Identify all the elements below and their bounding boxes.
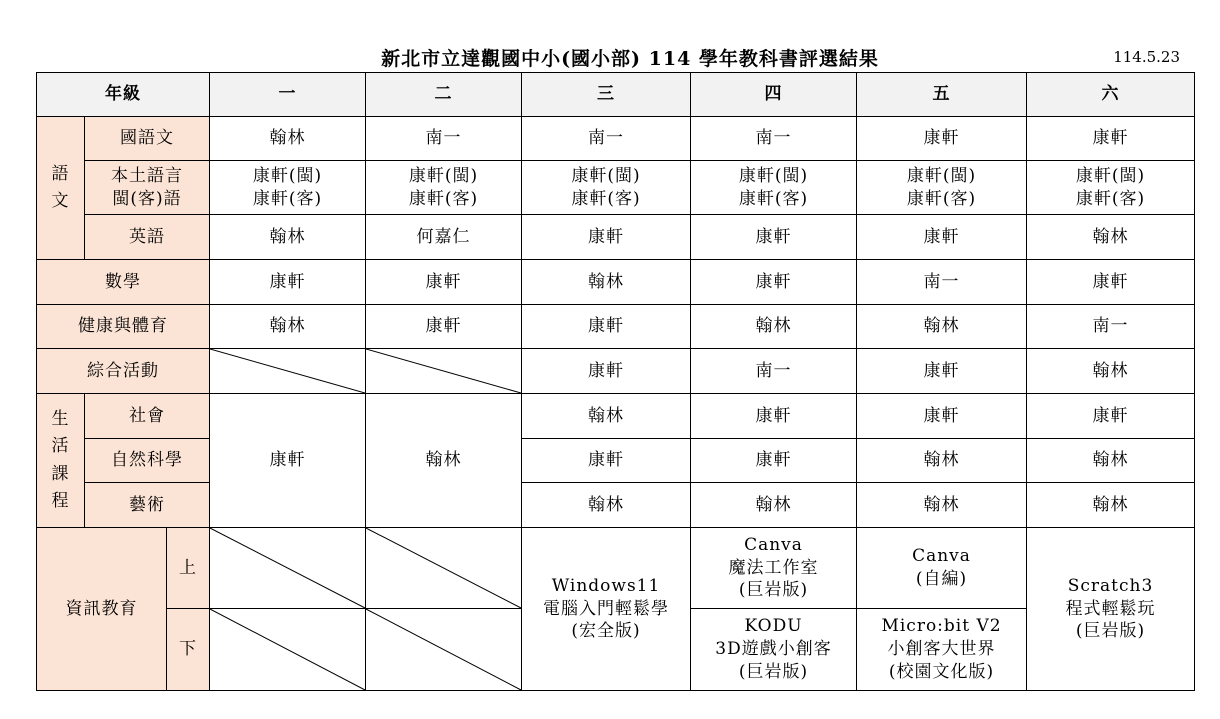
table-cell: 康軒(閩) 康軒(客) [522,161,691,215]
table-cell: 康軒(閩) 康軒(客) [366,161,522,215]
table-cell: 翰林 [210,117,366,161]
textbook-selection-table [36,72,1195,691]
table-cell: 康軒 [522,349,691,394]
header-row [37,73,1195,117]
empty-diagonal-cell [210,528,366,609]
info-grade-4-down-cell: KODU 3D遊戲小創客 (巨岩版) [691,609,857,691]
group-language: 語 文 [37,117,85,260]
table-cell: 翰林 [1027,215,1195,260]
grade-2-header: 二 [366,73,522,117]
table-row [37,117,1195,161]
table-row [37,528,1195,609]
table-cell: 翰林 [1027,349,1195,394]
table-row [37,215,1195,260]
table-cell: 康軒(閩) 康軒(客) [210,161,366,215]
diagonal-line [366,609,521,690]
table-cell: 康軒 [522,439,691,483]
table-cell: 康軒 [1027,117,1195,161]
document-date: 114.5.23 [1113,48,1180,66]
table-cell: 康軒(閩) 康軒(客) [857,161,1027,215]
table-cell: 康軒 [366,260,522,305]
table-cell: 翰林 [857,439,1027,483]
subject-integrative: 綜合活動 [37,349,210,394]
table-cell: 翰林 [1027,483,1195,528]
table-row [37,305,1195,349]
life-grade-1-cell: 康軒 [210,394,366,528]
subject-health-pe: 健康與體育 [37,305,210,349]
table-row [37,394,1195,439]
grade-5-header: 五 [857,73,1027,117]
empty-diagonal-cell [210,609,366,691]
subject-info-education: 資訊教育 [37,528,167,691]
empty-diagonal-cell [210,349,366,394]
table-cell: 翰林 [522,394,691,439]
table-cell: 康軒(閩) 康軒(客) [691,161,857,215]
table-cell: 康軒 [691,215,857,260]
term-down-label: 下 [167,609,210,691]
grade-3-header: 三 [522,73,691,117]
table-cell: 南一 [691,349,857,394]
empty-diagonal-cell [366,528,522,609]
info-grade-5-up-cell: Canva (自編) [857,528,1027,609]
table-cell: 南一 [366,117,522,161]
subject-science: 自然科學 [85,439,210,483]
table-cell: 康軒 [857,215,1027,260]
table-cell: 康軒(閩) 康軒(客) [1027,161,1195,215]
table-cell: 康軒 [691,394,857,439]
table-row [37,161,1195,215]
table-cell: 翰林 [210,215,366,260]
table-cell: 康軒 [691,260,857,305]
table-cell: 翰林 [210,305,366,349]
grade-1-header: 一 [210,73,366,117]
table-cell: 翰林 [691,483,857,528]
term-up-label: 上 [167,528,210,609]
table-cell: 康軒 [857,349,1027,394]
diagonal-line [210,528,365,608]
subject-native-language: 本土語言 閩(客)語 [85,161,210,215]
table-cell: 南一 [691,117,857,161]
subject-mandarin: 國語文 [85,117,210,161]
subject-social: 社會 [85,394,210,439]
table-cell: 康軒 [1027,394,1195,439]
table-cell: 翰林 [522,260,691,305]
table-cell: 翰林 [691,305,857,349]
diagonal-line [210,349,365,393]
info-grade-5-down-cell: Micro:bit V2 小創客大世界 (校園文化版) [857,609,1027,691]
table-row [37,260,1195,305]
grade-6-header: 六 [1027,73,1195,117]
table-cell: 康軒 [857,117,1027,161]
table-cell: 南一 [1027,305,1195,349]
info-grade-4-up-cell: Canva 魔法工作室 (巨岩版) [691,528,857,609]
diagonal-line [366,349,521,393]
table-cell: 翰林 [857,305,1027,349]
table-cell: 康軒 [210,260,366,305]
table-cell: 康軒 [857,394,1027,439]
subject-arts: 藝術 [85,483,210,528]
table-cell: 翰林 [857,483,1027,528]
empty-diagonal-cell [366,609,522,691]
info-grade-6-cell: Scratch3 程式輕鬆玩 (巨岩版) [1027,528,1195,691]
table-cell: 翰林 [522,483,691,528]
grade-4-header: 四 [691,73,857,117]
empty-diagonal-cell [366,349,522,394]
document-title: 新北市立達觀國中小(國小部) 114 學年教科書評選結果 [381,48,879,70]
table-cell: 南一 [522,117,691,161]
table-cell: 康軒 [522,215,691,260]
diagonal-line [210,609,365,690]
subject-english: 英語 [85,215,210,260]
life-grade-2-cell: 翰林 [366,394,522,528]
table-cell: 康軒 [1027,260,1195,305]
subject-math: 數學 [37,260,210,305]
table-cell: 康軒 [366,305,522,349]
table-cell: 何嘉仁 [366,215,522,260]
table-cell: 南一 [857,260,1027,305]
table-cell: 康軒 [522,305,691,349]
group-life-curriculum: 生 活 課 程 [37,394,85,528]
grade-header: 年級 [37,73,210,117]
table-row [37,349,1195,394]
diagonal-line [366,528,521,608]
info-grade-3-cell: Windows11 電腦入門輕鬆學 (宏全版) [522,528,691,691]
table-cell: 翰林 [1027,439,1195,483]
table-cell: 康軒 [691,439,857,483]
